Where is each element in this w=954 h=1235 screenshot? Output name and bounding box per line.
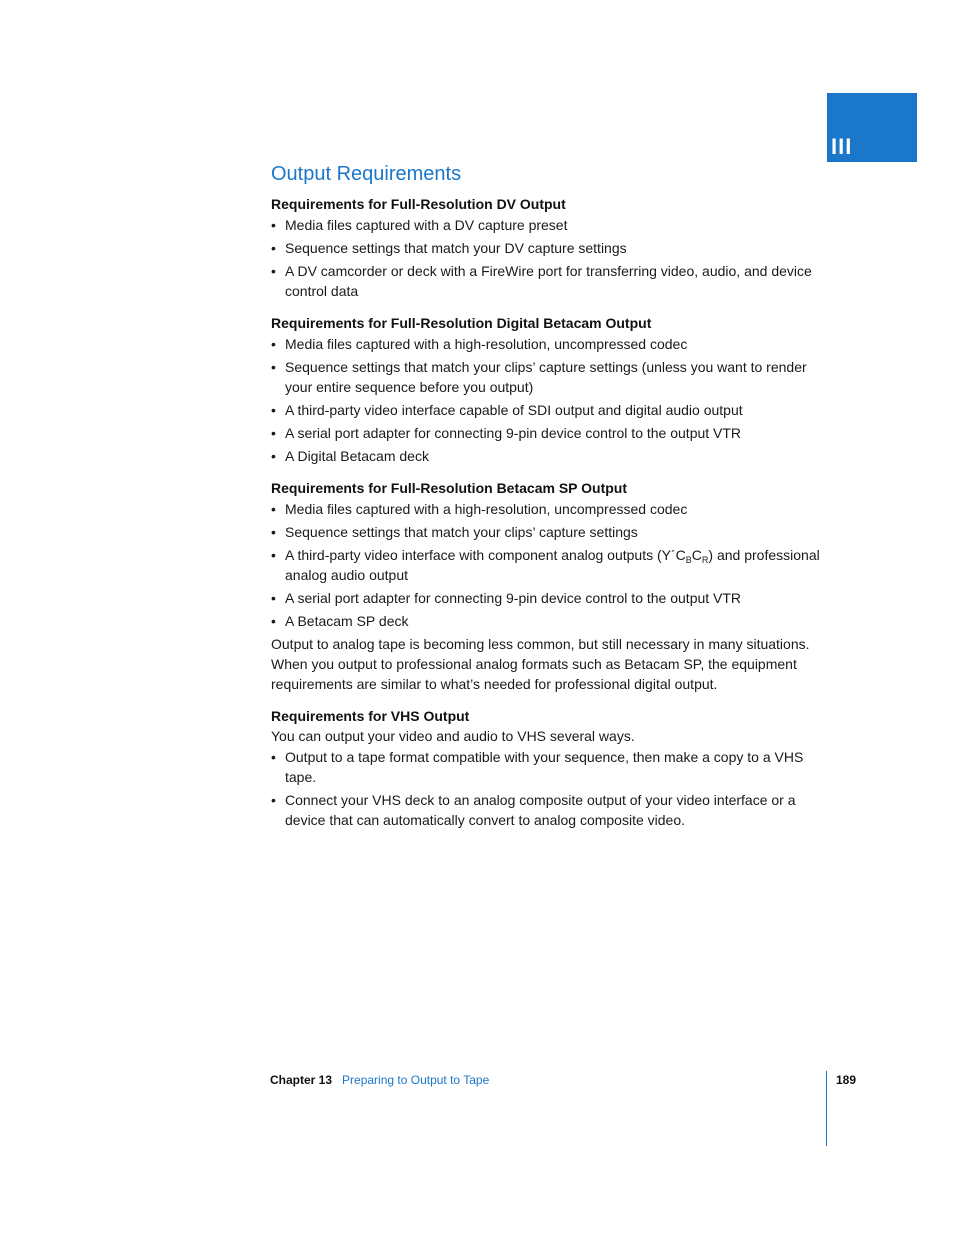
- bullet-icon: •: [271, 501, 276, 517]
- section-digital-betacam-output: [271, 313, 831, 466]
- bullet-icon: •: [271, 590, 276, 606]
- bullet-icon: •: [271, 547, 276, 563]
- list-item: • Sequence settings that match your clips’ capture settings: [271, 524, 638, 540]
- bullet-icon: •: [271, 359, 276, 375]
- requirements-list: [271, 499, 831, 631]
- bullet-icon: •: [271, 792, 276, 808]
- section-vhs-output: [271, 706, 831, 830]
- requirements-list: [271, 747, 831, 830]
- page-content: [271, 160, 831, 833]
- footer-chapter: Chapter 13: [270, 1073, 333, 1087]
- bullet-icon: •: [271, 402, 276, 418]
- section-betacam-sp-output: [271, 478, 831, 694]
- body-paragraph: Output to analog tape is becoming less common, but still necessary in many situations. When you output to professional analog formats such as Betacam SP, the equipment requirements are similar to what’s needed for professional digital output.: [271, 636, 810, 692]
- list-item: • A serial port adapter for connecting 9-pin device control to the output VTR: [271, 425, 742, 441]
- list-item: • Output to a tape format compatible with your sequence, then make a copy to a VHS tape.: [271, 749, 804, 785]
- bullet-icon: •: [271, 240, 276, 256]
- list-item: • Sequence settings that match your DV capture settings: [271, 240, 627, 256]
- section-dv-output: [271, 194, 831, 301]
- list-item: • Media files captured with a DV capture preset: [271, 217, 568, 233]
- section-title: Requirements for VHS Output: [271, 708, 470, 724]
- page-number: 189: [836, 1073, 857, 1087]
- bullet-icon: •: [271, 425, 276, 441]
- bullet-icon: •: [271, 336, 276, 352]
- bullet-icon: •: [271, 448, 276, 464]
- list-item: • Sequence settings that match your clips’ capture settings (unless you want to render your entire sequence before you output): [271, 359, 807, 395]
- section-title: Requirements for Full-Resolution Digital Betacam Output: [271, 315, 652, 331]
- requirements-list: [271, 215, 831, 301]
- list-item: • A third-party video interface with component analog outputs $(Y´C_BC_R)$ and professional analog audio output: [271, 547, 820, 583]
- list-item: • A Betacam SP deck: [271, 613, 409, 629]
- bullet-icon: •: [271, 263, 276, 279]
- list-item: • Connect your VHS deck to an analog composite output of your video interface or a device that can automatically convert to analog composite video.: [271, 792, 796, 828]
- list-item: • A serial port adapter for connecting 9-pin device control to the output VTR: [271, 590, 742, 606]
- bullet-icon: •: [271, 217, 276, 233]
- list-item: • A Digital Betacam deck: [271, 448, 429, 464]
- section-intro: You can output your video and audio to VHS several ways.: [271, 728, 635, 744]
- list-item: • A third-party video interface capable of SDI output and digital audio output: [271, 402, 743, 418]
- list-item: • Media files captured with a high-resolution, uncompressed codec: [271, 501, 688, 517]
- bullet-icon: •: [271, 613, 276, 629]
- list-item: • Media files captured with a high-resolution, uncompressed codec: [271, 336, 688, 352]
- page-heading: Output Requirements: [271, 163, 462, 185]
- bullet-icon: •: [271, 524, 276, 540]
- bullet-icon: •: [271, 749, 276, 765]
- section-title: Requirements for Full-Resolution Betacam SP Output: [271, 480, 628, 496]
- page-footer: [270, 1072, 489, 1088]
- part-tab-label: III: [831, 134, 853, 159]
- footer-divider: [826, 1071, 827, 1146]
- footer-chapter-title: Preparing to Output to Tape: [342, 1073, 490, 1087]
- part-tab: [827, 93, 917, 162]
- list-item: • A DV camcorder or deck with a FireWire port for transferring video, audio, and device control data: [271, 263, 812, 299]
- section-title: Requirements for Full-Resolution DV Output: [271, 196, 566, 212]
- requirements-list: [271, 334, 831, 466]
